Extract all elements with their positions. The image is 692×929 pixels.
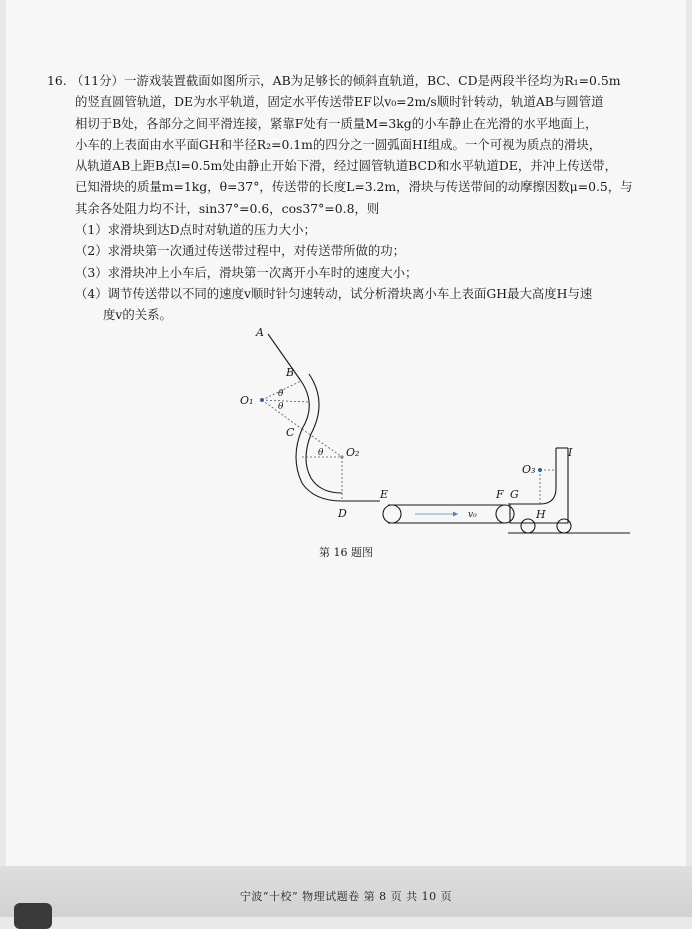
- tube-cd-inner: [306, 434, 342, 493]
- stem-line-3: 小车的上表面由水平面GH和半径R₂=0.1m的四分之一圆弧面HI组成。一个可视为质点的滑块，: [75, 136, 602, 152]
- stem-line-1: 的竖直圆管轨道，DE为水平轨道，固定水平传送带EF以v₀=2m/s顺时针转动，轨道AB与圆管道: [75, 94, 604, 110]
- problem-figure: [210, 318, 650, 548]
- tube-bc-outer: [309, 374, 319, 434]
- label-i: I: [568, 446, 573, 459]
- question-3: （3）求滑块冲上小车后，滑块第一次离开小车时的速度大小；: [75, 264, 418, 280]
- problem-16: [47, 70, 637, 326]
- label-a: A: [256, 326, 264, 339]
- cart-wheel-right: [557, 519, 571, 533]
- problem-first-line: [47, 70, 637, 91]
- question-1: （1）求滑块到达D点时对轨道的压力大小；: [75, 222, 316, 238]
- label-o1: O₁: [240, 394, 254, 407]
- label-d: D: [338, 507, 347, 520]
- belt-roller-right: [496, 505, 514, 523]
- label-b: B: [286, 366, 295, 379]
- label-f: F: [496, 488, 504, 501]
- stem-line-6: 其余各处阻力均不计，sin37°=0.6，cos37°=0.8，则: [75, 200, 380, 216]
- question-4: （4）调节传送带以不同的速度v顺时针匀速转动，试分析滑块离小车上表面GH最大高度H与速: [75, 285, 593, 301]
- belt-roller-left: [383, 505, 401, 523]
- arrow-head: [453, 512, 458, 517]
- figure-caption: 第 16 题图: [319, 546, 373, 559]
- stem-line-2: 相切于B处，各部分之间平滑连接，紧靠F处有一质量M=3kg的小车静止在光滑的水平地面上，: [75, 115, 598, 131]
- tube-cd-outer: [296, 429, 342, 501]
- center-o1: [260, 398, 264, 402]
- stem-line-5: 已知滑块的质量m=1kg，θ=37°，传送带的长度L=3.2m，滑块与传送带间的动摩擦因数μ=0.5，与: [75, 179, 633, 195]
- tube-bc-inner: [301, 381, 309, 429]
- track-diagram: [210, 318, 650, 548]
- stem-line-4: 从轨道AB上距B点l=0.5m处由静止开始下滑，经过圆管轨道BCD和水平轨道DE，并冲上传送带，: [75, 158, 617, 174]
- incline-ab: [268, 334, 301, 381]
- question-4-cont: 度v的关系。: [103, 307, 172, 323]
- center-o2: [340, 455, 343, 458]
- center-o3: [538, 468, 542, 472]
- label-c: C: [286, 426, 295, 439]
- corner-overlay-button[interactable]: [14, 903, 52, 929]
- footer-text: 宁波“十校” 物理试题卷 第 8 页 共 10 页: [239, 890, 453, 903]
- problem-number: 16.: [47, 73, 67, 88]
- label-o3: O₃: [522, 463, 536, 476]
- label-v0: v₀: [468, 510, 477, 520]
- cart-wheel-left: [521, 519, 535, 533]
- label-theta-1: θ: [278, 389, 284, 399]
- label-e: E: [380, 488, 389, 501]
- label-o2: O₂: [346, 446, 360, 459]
- label-g: G: [510, 488, 519, 501]
- stem-line-0: （11分）一游戏装置截面如图所示，AB为足够长的倾斜直轨道，BC、CD是两段半径均为R₁=0.5m: [71, 73, 621, 88]
- label-theta-2: θ: [278, 402, 284, 412]
- label-h: H: [536, 508, 546, 521]
- page-footer: [0, 866, 692, 917]
- question-2: （2）求滑块第一次通过传送带过程中，对传送带所做的功；: [75, 243, 406, 259]
- radius-o1-mid: [262, 400, 308, 402]
- label-theta-3: θ: [318, 448, 324, 458]
